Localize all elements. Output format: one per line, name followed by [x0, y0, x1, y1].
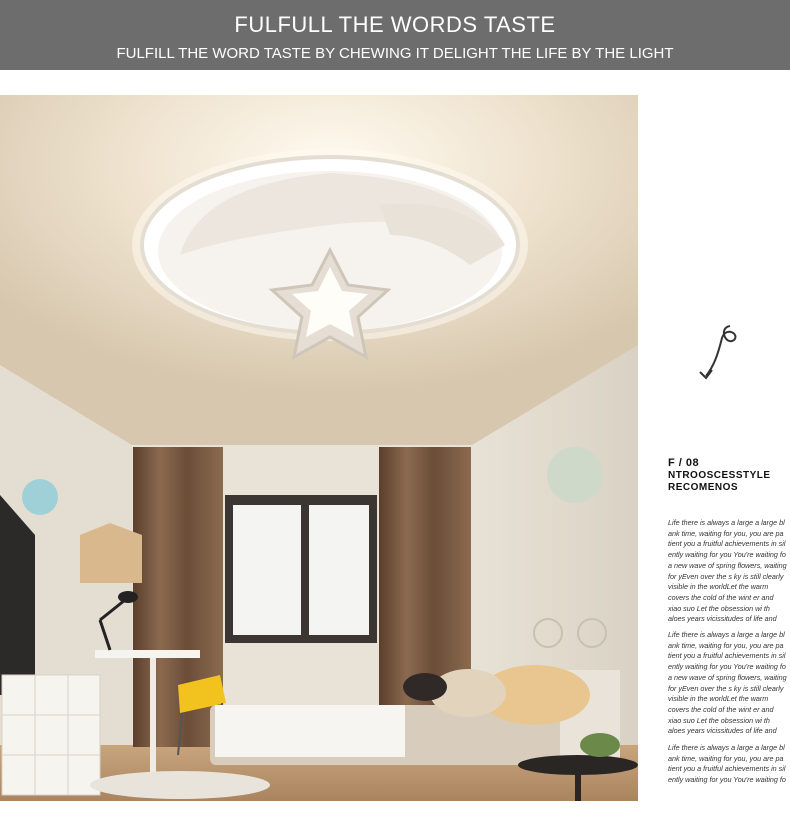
header-banner	[0, 0, 790, 70]
desk	[95, 650, 200, 658]
heading-line-2: RECOMENOS	[668, 482, 739, 493]
description-paragraph-3: Life there is always a large a large bl ank time, waiting for you, you are pa tient you a fruitful achievements in sil ently waiting for you You're waiting fo	[668, 743, 786, 785]
description-paragraph-2: Life there is always a large a large bl ank time, waiting for you, you are pa tient you a fruitful achievements in sil ently waiting for you You're waiting fo a new wave of spring flowers, waiting for yEven over the s ky is still clearly visible in the worldLet the warm covers the cold of the wint er and xiao suo Let the obsession wi th aloes years vicissitudes of life and	[668, 630, 787, 736]
product-room-photo	[0, 95, 638, 801]
curly-arrow-icon	[690, 318, 750, 388]
rug	[90, 771, 270, 799]
pillow-dark	[403, 673, 447, 701]
mural-hot-air-balloon	[547, 447, 603, 503]
plant	[580, 733, 620, 757]
cloud-decor	[22, 479, 58, 515]
section-heading	[668, 470, 778, 494]
window-pane-right	[309, 505, 369, 635]
heading-line-1: NTROOSCESSTYLE	[668, 470, 771, 481]
bed-sheet	[215, 705, 405, 757]
product-code: F / 08	[668, 457, 700, 469]
description-paragraph-1: Life there is always a large a large bl ank time, waiting for you, you are pa tient you a fruitful achievements in sil ently waiting for you You're waiting fo a new wave of spring flowers, waiting for yEven over the s ky is still clearly visible in the worldLet the warm covers the cold of the wint er and xiao suo Let the obsession wi th aloes years vicissitudes of life and	[668, 518, 787, 624]
house-shelf	[80, 523, 142, 583]
window-pane-left	[233, 505, 301, 635]
banner-title: FULFULL THE WORDS TASTE	[234, 12, 556, 37]
banner-subtitle: FULFILL THE WORD TASTE BY CHEWING IT DELIGHT THE LIFE BY THE LIGHT	[116, 45, 674, 62]
bookshelf	[2, 675, 100, 795]
